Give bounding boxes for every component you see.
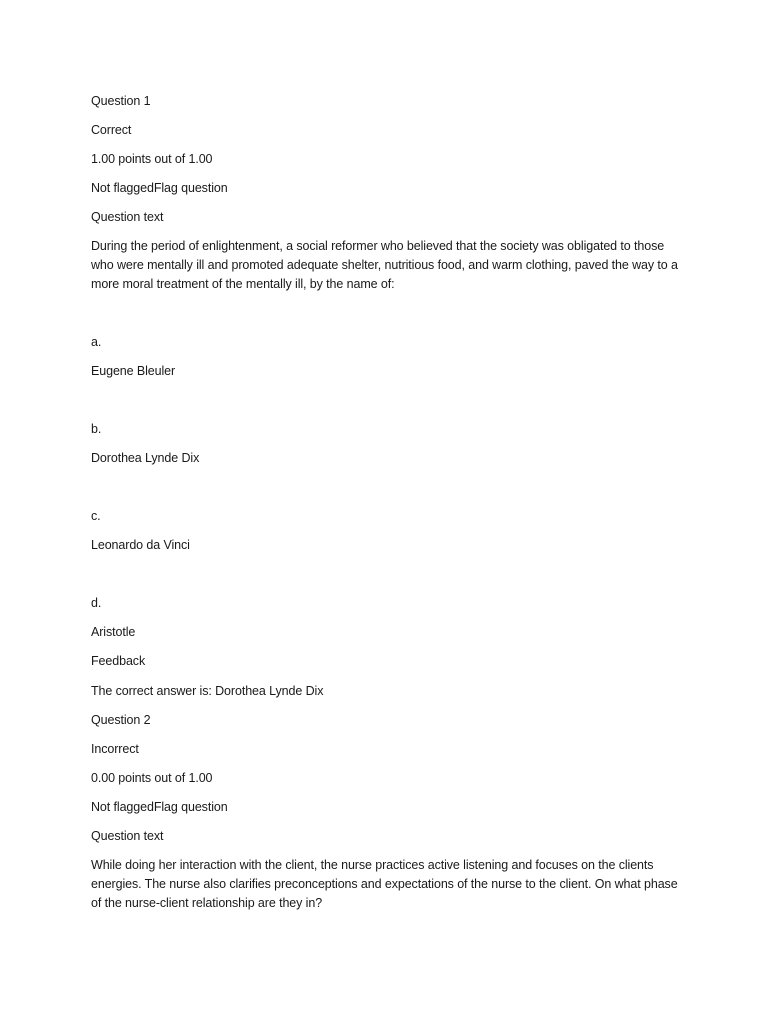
question-1-flag: Not flaggedFlag question: [91, 181, 228, 195]
question-2-text-label: Question text: [91, 829, 164, 843]
option-c-letter: c.: [91, 509, 101, 523]
question-1-text-label: Question text: [91, 210, 164, 224]
question-2-heading: Question 2: [91, 713, 151, 727]
option-a-letter: a.: [91, 335, 102, 349]
option-b-answer: Dorothea Lynde Dix: [91, 451, 200, 465]
question-2-text: While doing her interaction with the client, the nurse practices active listening and focuses on the clients energies. The nurse also clarifies preconceptions and expectations of the nurse to the client. On what phase of the nurse-client relationship are they in?: [91, 858, 678, 910]
question-1-text: During the period of enlightenment, a social reformer who believed that the society was obligated to those who were mentally ill and promoted adequate shelter, nutritious food, and warm clothing, paved the way to a more moral treatment of the mentally ill, by the name of:: [91, 239, 678, 291]
question-2-flag: Not flaggedFlag question: [91, 800, 228, 814]
question-2-state: Incorrect: [91, 742, 139, 756]
option-d-letter: d.: [91, 596, 102, 610]
question-1-state: Correct: [91, 123, 132, 137]
option-d-answer: Aristotle: [91, 625, 136, 639]
question-1-feedback: The correct answer is: Dorothea Lynde Dix: [91, 684, 324, 698]
option-c-answer: Leonardo da Vinci: [91, 538, 190, 552]
question-1-feedback-label: Feedback: [91, 654, 146, 668]
question-2-grade: 0.00 points out of 1.00: [91, 771, 213, 785]
option-a-answer: Eugene Bleuler: [91, 364, 176, 378]
question-1-heading: Question 1: [91, 94, 151, 108]
question-1-grade: 1.00 points out of 1.00: [91, 152, 213, 166]
option-b-letter: b.: [91, 422, 102, 436]
